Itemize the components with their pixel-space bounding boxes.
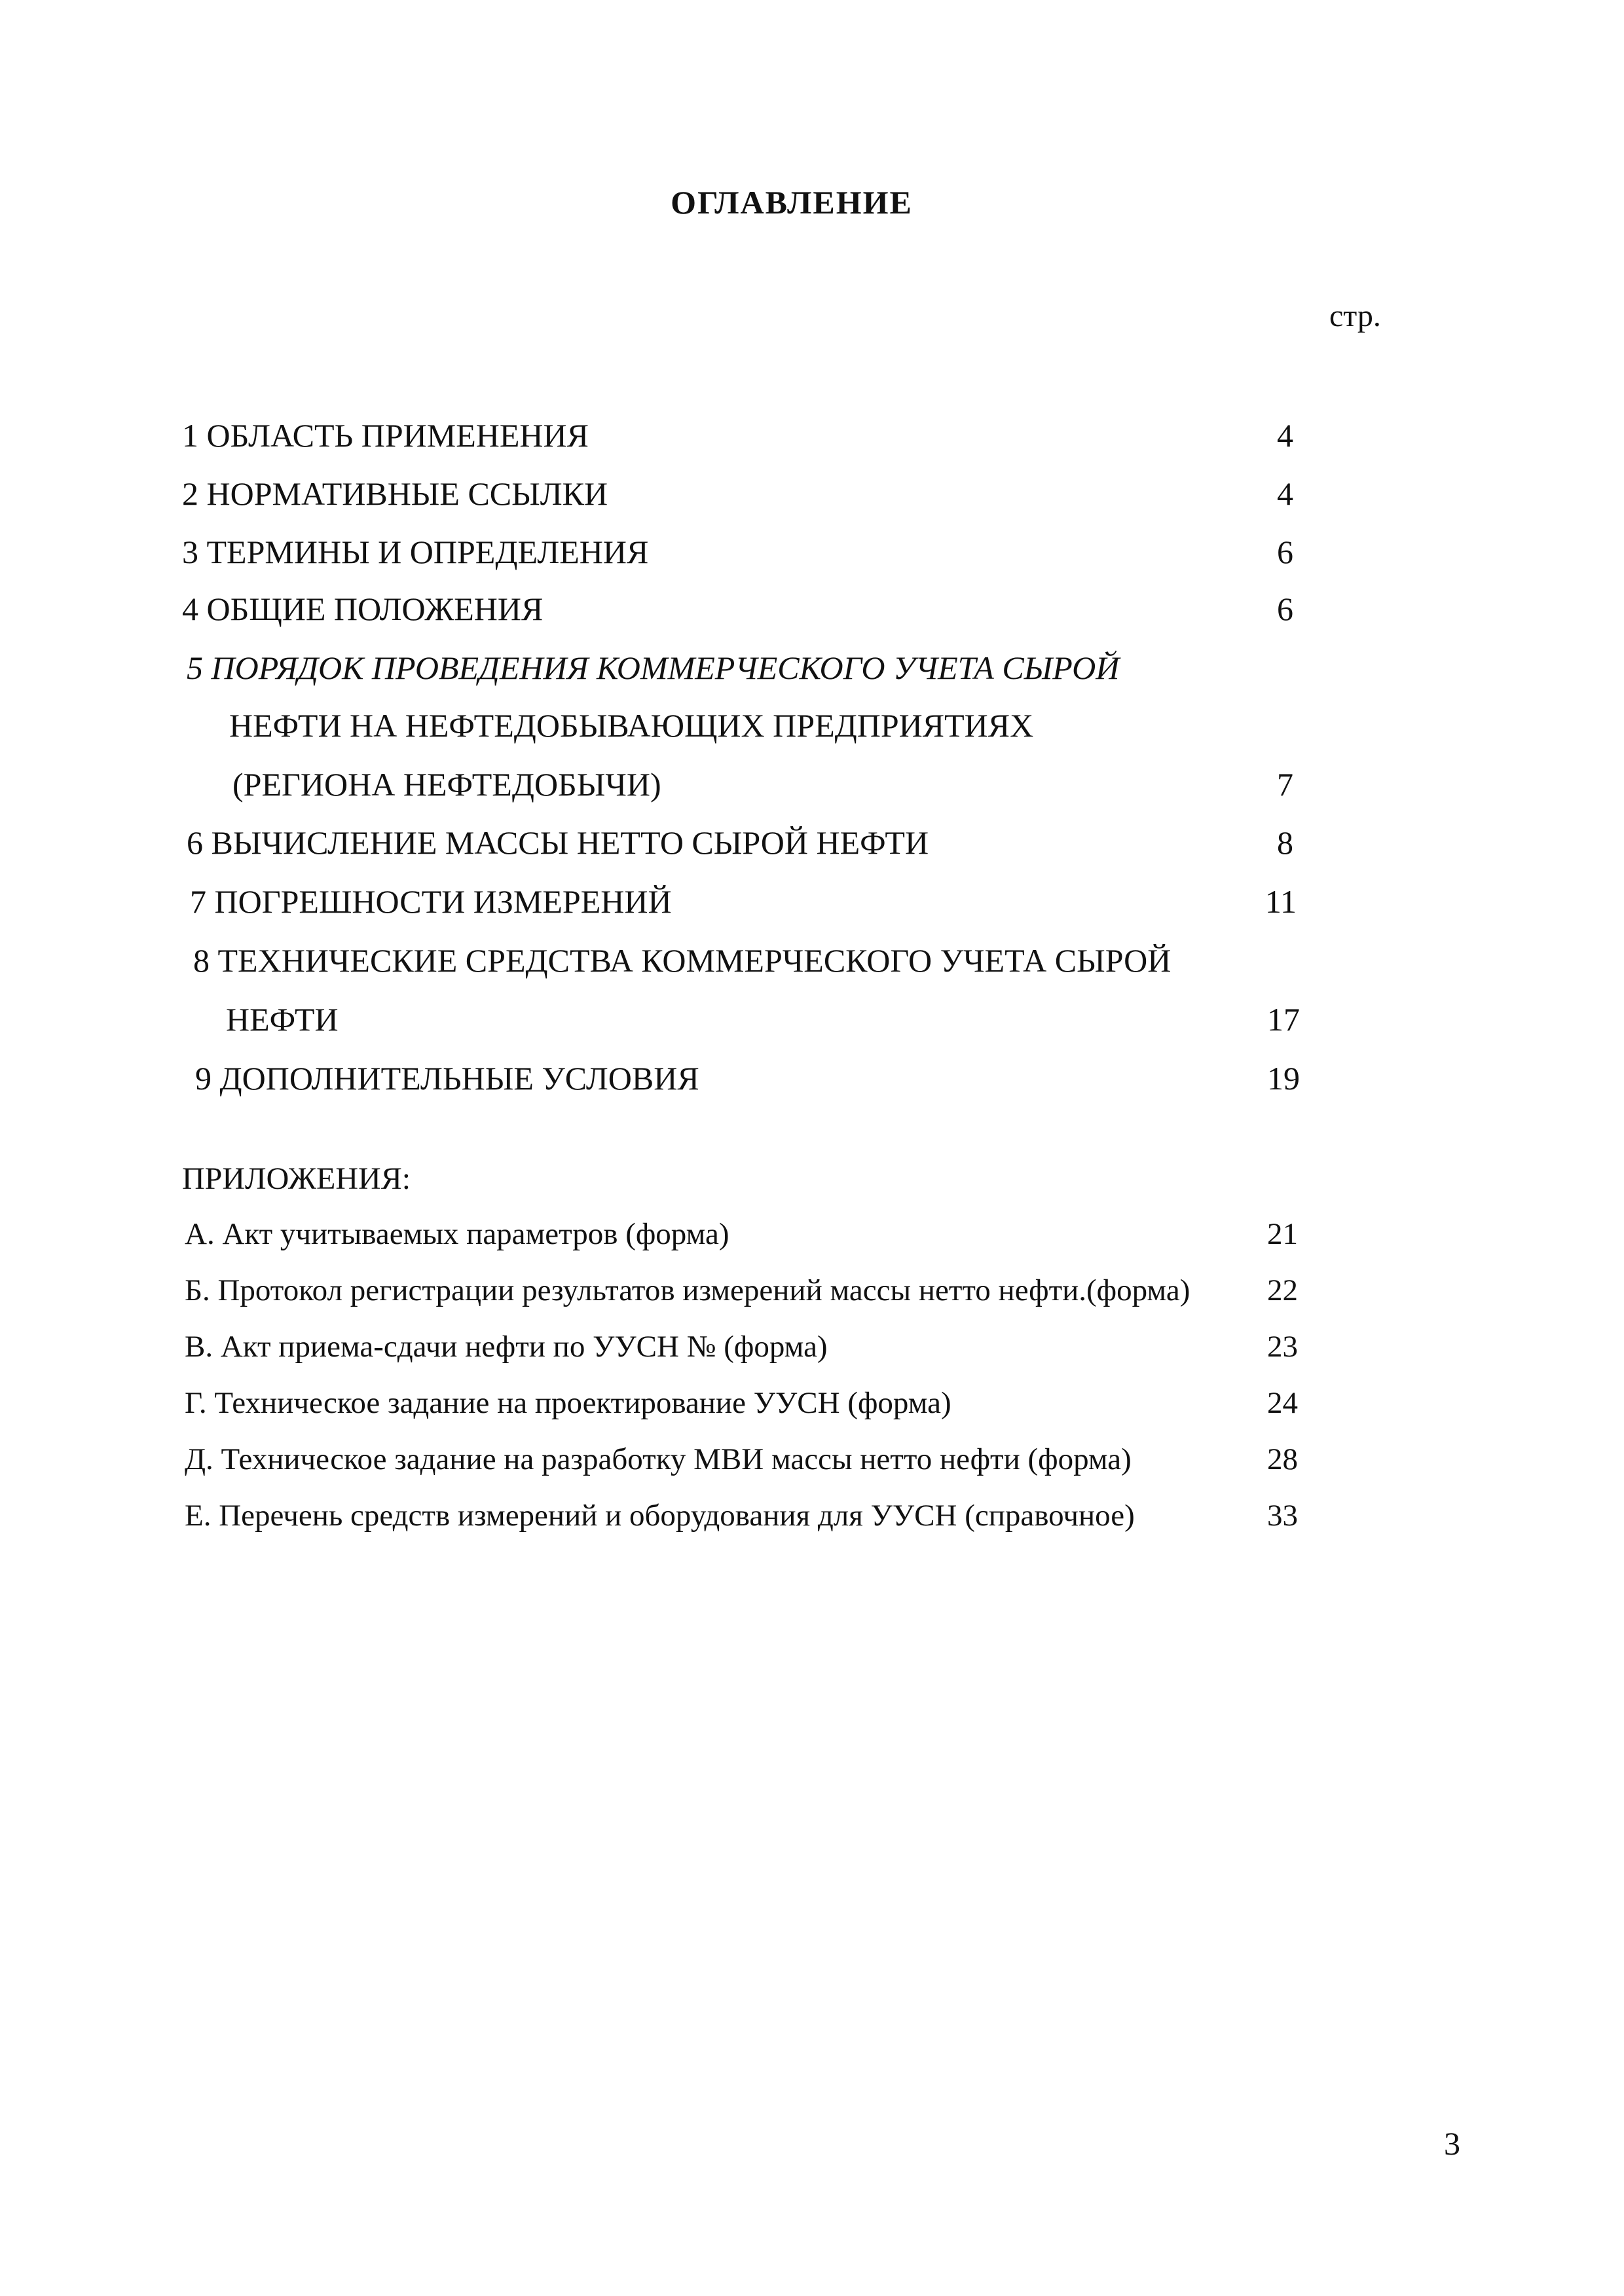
toc-entry-1 (182, 416, 589, 455)
toc-entry-number: 9 (195, 1060, 212, 1097)
toc-entry-3 (182, 532, 648, 572)
toc-entry-5-line-3: (РЕГИОНА НЕФТЕДОБЫЧИ) (232, 766, 661, 803)
toc-entry-text-line-1: ТЕХНИЧЕСКИЕ СРЕДСТВА КОММЕРЧЕСКОГО УЧЕТА СЫРОЙ (217, 942, 1172, 979)
toc-entry-page: 8 (1277, 824, 1293, 861)
appendix-entry-page: 24 (1267, 1386, 1298, 1420)
toc-entry-page: 6 (1277, 591, 1293, 627)
toc-entry-4 (182, 589, 543, 629)
toc-entry-number: 4 (182, 591, 198, 627)
toc-entry-page: 7 (1277, 766, 1293, 803)
toc-entry-text: ОБЛАСТЬ ПРИМЕНЕНИЯ (206, 417, 589, 454)
appendix-entry-a: А. Акт учитываемых параметров (форма) (185, 1217, 729, 1251)
appendix-entry-page: 21 (1267, 1217, 1298, 1251)
toc-entry-9 (195, 1059, 699, 1098)
page-title: ОГЛАВЛЕНИЕ (671, 184, 913, 221)
appendix-entry-page: 33 (1267, 1499, 1298, 1533)
appendix-entry-page: 28 (1267, 1442, 1298, 1476)
toc-entry-text: ОБЩИЕ ПОЛОЖЕНИЯ (206, 591, 544, 627)
toc-entry-page: 6 (1277, 534, 1293, 570)
toc-entry-number: 3 (182, 534, 198, 570)
toc-entry-8-line-2: НЕФТИ (226, 1001, 339, 1038)
toc-entry-number: 1 (182, 417, 198, 454)
toc-entry-page: 4 (1277, 475, 1293, 512)
toc-entry-number: 5 (187, 649, 203, 686)
toc-entry-5 (187, 648, 1119, 687)
appendix-entry-page: 23 (1267, 1330, 1298, 1364)
toc-entry-number: 6 (187, 824, 203, 861)
toc-entry-6 (187, 823, 929, 862)
toc-entry-number: 8 (193, 942, 210, 979)
page-number: 3 (1444, 2125, 1460, 2162)
appendices-heading: ПРИЛОЖЕНИЯ: (182, 1161, 411, 1196)
toc-entry-5-line-2: НЕФТИ НА НЕФТЕДОБЫВАЮЩИХ ПРЕДПРИЯТИЯХ (229, 707, 1034, 744)
toc-entry-text: ПОГРЕШНОСТИ ИЗМЕРЕНИЙ (214, 883, 672, 920)
toc-entry-8 (193, 941, 1171, 980)
appendix-entry-e: Е. Перечень средств измерений и оборудования для УУСН (справочное) (185, 1499, 1135, 1533)
appendix-entry-g: Г. Техническое задание на проектирование УУСН (форма) (185, 1386, 951, 1420)
toc-entry-7 (190, 882, 672, 921)
appendix-entry-v: В. Акт приема-сдачи нефти по УУСН № (форма) (185, 1330, 828, 1364)
toc-entry-2 (182, 474, 608, 513)
page-column-label: стр. (1329, 299, 1381, 333)
toc-entry-page: 19 (1267, 1060, 1300, 1097)
toc-entry-text: ТЕРМИНЫ И ОПРЕДЕЛЕНИЯ (206, 534, 649, 570)
toc-entry-page: 17 (1267, 1001, 1300, 1038)
toc-entry-page: 4 (1277, 417, 1293, 454)
appendix-entry-page: 22 (1267, 1273, 1298, 1307)
toc-entry-text: ВЫЧИСЛЕНИЕ МАССЫ НЕТТО СЫРОЙ НЕФТИ (211, 824, 929, 861)
toc-entry-page: 11 (1264, 883, 1297, 920)
toc-entry-number: 2 (182, 475, 198, 512)
toc-entry-text: ДОПОЛНИТЕЛЬНЫЕ УСЛОВИЯ (219, 1060, 699, 1097)
toc-entry-number: 7 (190, 883, 206, 920)
toc-entry-text: НОРМАТИВНЫЕ ССЫЛКИ (206, 475, 608, 512)
appendix-entry-b: Б. Протокол регистрации результатов измерений массы нетто нефти.(форма) (185, 1273, 1190, 1307)
toc-entry-text-line-1: ПОРЯДОК ПРОВЕДЕНИЯ КОММЕРЧЕСКОГО УЧЕТА СЫРОЙ (211, 649, 1120, 686)
appendix-entry-d: Д. Техническое задание на разработку МВИ массы нетто нефти (форма) (185, 1442, 1132, 1476)
